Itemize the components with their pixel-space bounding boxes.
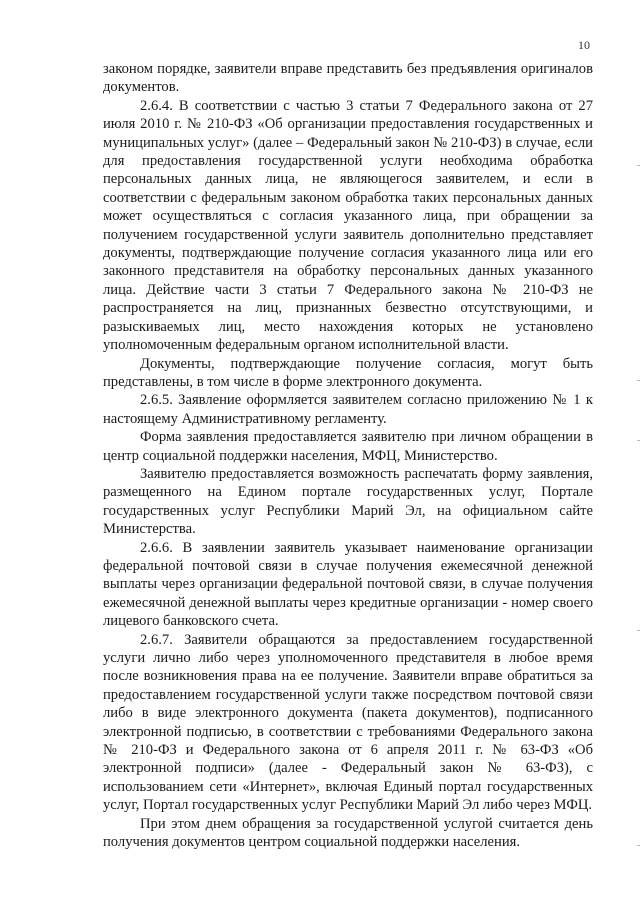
- paragraph-application-date: При этом днем обращения за государственной услугой считается день получения документов центром социальной поддержки населения.: [103, 815, 593, 851]
- paragraph-2-6-5: 2.6.5. Заявление оформляется заявителем согласно приложению № 1 к настоящему Административному регламенту.: [103, 392, 593, 427]
- paragraph-continuation: законом порядке, заявители вправе представить без предъявления оригиналов документов.: [103, 61, 593, 96]
- paragraph-2-6-6: 2.6.6. В заявлении заявитель указывает наименование организации федеральной почтовой связи в случае получения ежемесячной денежной выплаты через организации федеральной почтовой связи, в случае получения ежемесячной денежной выплаты через кредитные организации - номер своего лицевого банковского счета.: [103, 539, 593, 630]
- paragraph-application-form: Форма заявления предоставляется заявителю при личном обращении в центр социальной поддержки населения, МФЦ, Министерство.: [103, 429, 593, 464]
- document-body: [103, 60, 593, 851]
- page-number: 10: [578, 38, 590, 52]
- paragraph-consent-documents: Документы, подтверждающие получение согласия, могут быть представлены, в том числе в форме электронного документа.: [103, 355, 593, 390]
- paragraph-2-6-4: 2.6.4. В соответствии с частью 3 статьи 7 Федерального закона от 27 июля 2010 г. № 210-ФЗ «Об организации предоставления государственных и муниципальных услуг» (далее – Федеральный закон № 210-ФЗ) в случае, если для предоставления государственной услуги необходима обработка персональных данных лица, не являющегося заявителем, и если в соответствии с федеральным законом обработка таких персональных данных может осуществляться с согласия указанного лица, при обращении за получением государственной услуги заявитель дополнительно представляет документы, подтверждающие получение согласия указанного лица или его законного представителя на обработку персональных данных указанного лица. Действие части 3 статьи 7 Федерального закона № 210-ФЗ не распространяется на лиц, признанных безвестно отсутствующими, и разыскиваемых лиц, место нахождения которых не установлено уполномоченным федеральным органом исполнительной власти.: [103, 97, 593, 354]
- paragraph-print-form: Заявителю предоставляется возможность распечатать форму заявления, размещенного на Едином портале государственных услуг, Портале государственных услуг Республики Марий Эл, на официальном сайте Министерства.: [103, 465, 593, 538]
- paragraph-2-6-7: 2.6.7. Заявители обращаются за предоставлением государственной услуги лично либо через уполномоченного представителя в любое время после возникновения права на ее получение. Заявители вправе обратиться за предоставлением государственной услуги также посредством почтовой связи либо в виде электронного документа (пакета документов), подписанного электронной подписью, в соответствии с требованиями Федерального закона № 210-ФЗ и Федерального закона от 6 апреля 2011 г. № 63-ФЗ «Об электронной подписи» (далее - Федеральный закон № 63-ФЗ), с использованием сети «Интернет», включая Единый портал государственных услуг, Портал государственных услуг Республики Марий Эл либо через МФЦ.: [103, 631, 593, 814]
